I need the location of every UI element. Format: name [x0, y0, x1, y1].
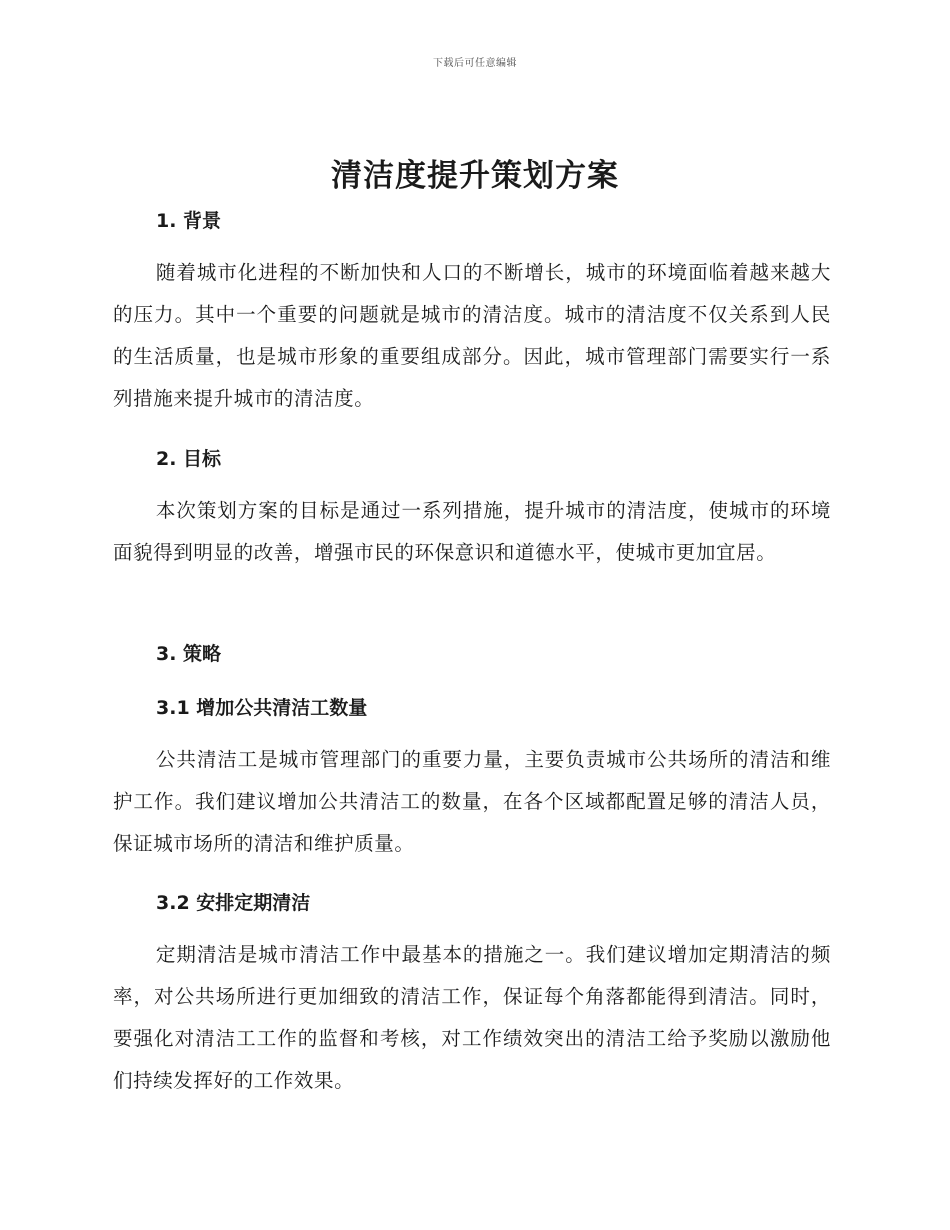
section-heading-3-2: 3.2 安排定期清洁 — [156, 892, 311, 914]
section-heading-background: 1. 背景 — [156, 210, 222, 232]
document-title: 清洁度提升策划方案 — [331, 158, 619, 194]
section-text-3-1: 公共清洁工是城市管理部门的重要力量，主要负责城市公共场所的清洁和维护工作。我们建议增加公共清洁工的数量，在各个区域都配置足够的清洁人员，保证城市场所的清洁和维护质量。 — [113, 748, 831, 855]
section-text-3-2: 定期清洁是城市清洁工作中最基本的措施之一。我们建议增加定期清洁的频率，对公共场所进行更加细致的清洁工作，保证每个角落都能得到清洁。同时，要强化对清洁工工作的监督和考核，对工作绩效突出的清洁工给予奖励以激励他们持续发挥好的工作效果。 — [113, 943, 831, 1092]
section-heading-strategy: 3. 策略 — [156, 643, 222, 665]
section-heading-3-1: 3.1 增加公共清洁工数量 — [156, 697, 368, 719]
section-heading-goal: 2. 目标 — [156, 448, 222, 470]
section-text-goal: 本次策划方案的目标是通过一系列措施，提升城市的清洁度，使城市的环境面貌得到明显的改善，增强市民的环保意识和道德水平，使城市更加宜居。 — [113, 499, 831, 564]
section-text-background: 随着城市化进程的不断加快和人口的不断增长，城市的环境面临着越来越大的压力。其中一个重要的问题就是城市的清洁度。城市的清洁度不仅关系到人民的生活质量，也是城市形象的重要组成部分。因此，城市管理部门需要实行一系列措施来提升城市的清洁度。 — [113, 261, 831, 410]
header-note: 下载后可任意编辑 — [433, 58, 517, 69]
